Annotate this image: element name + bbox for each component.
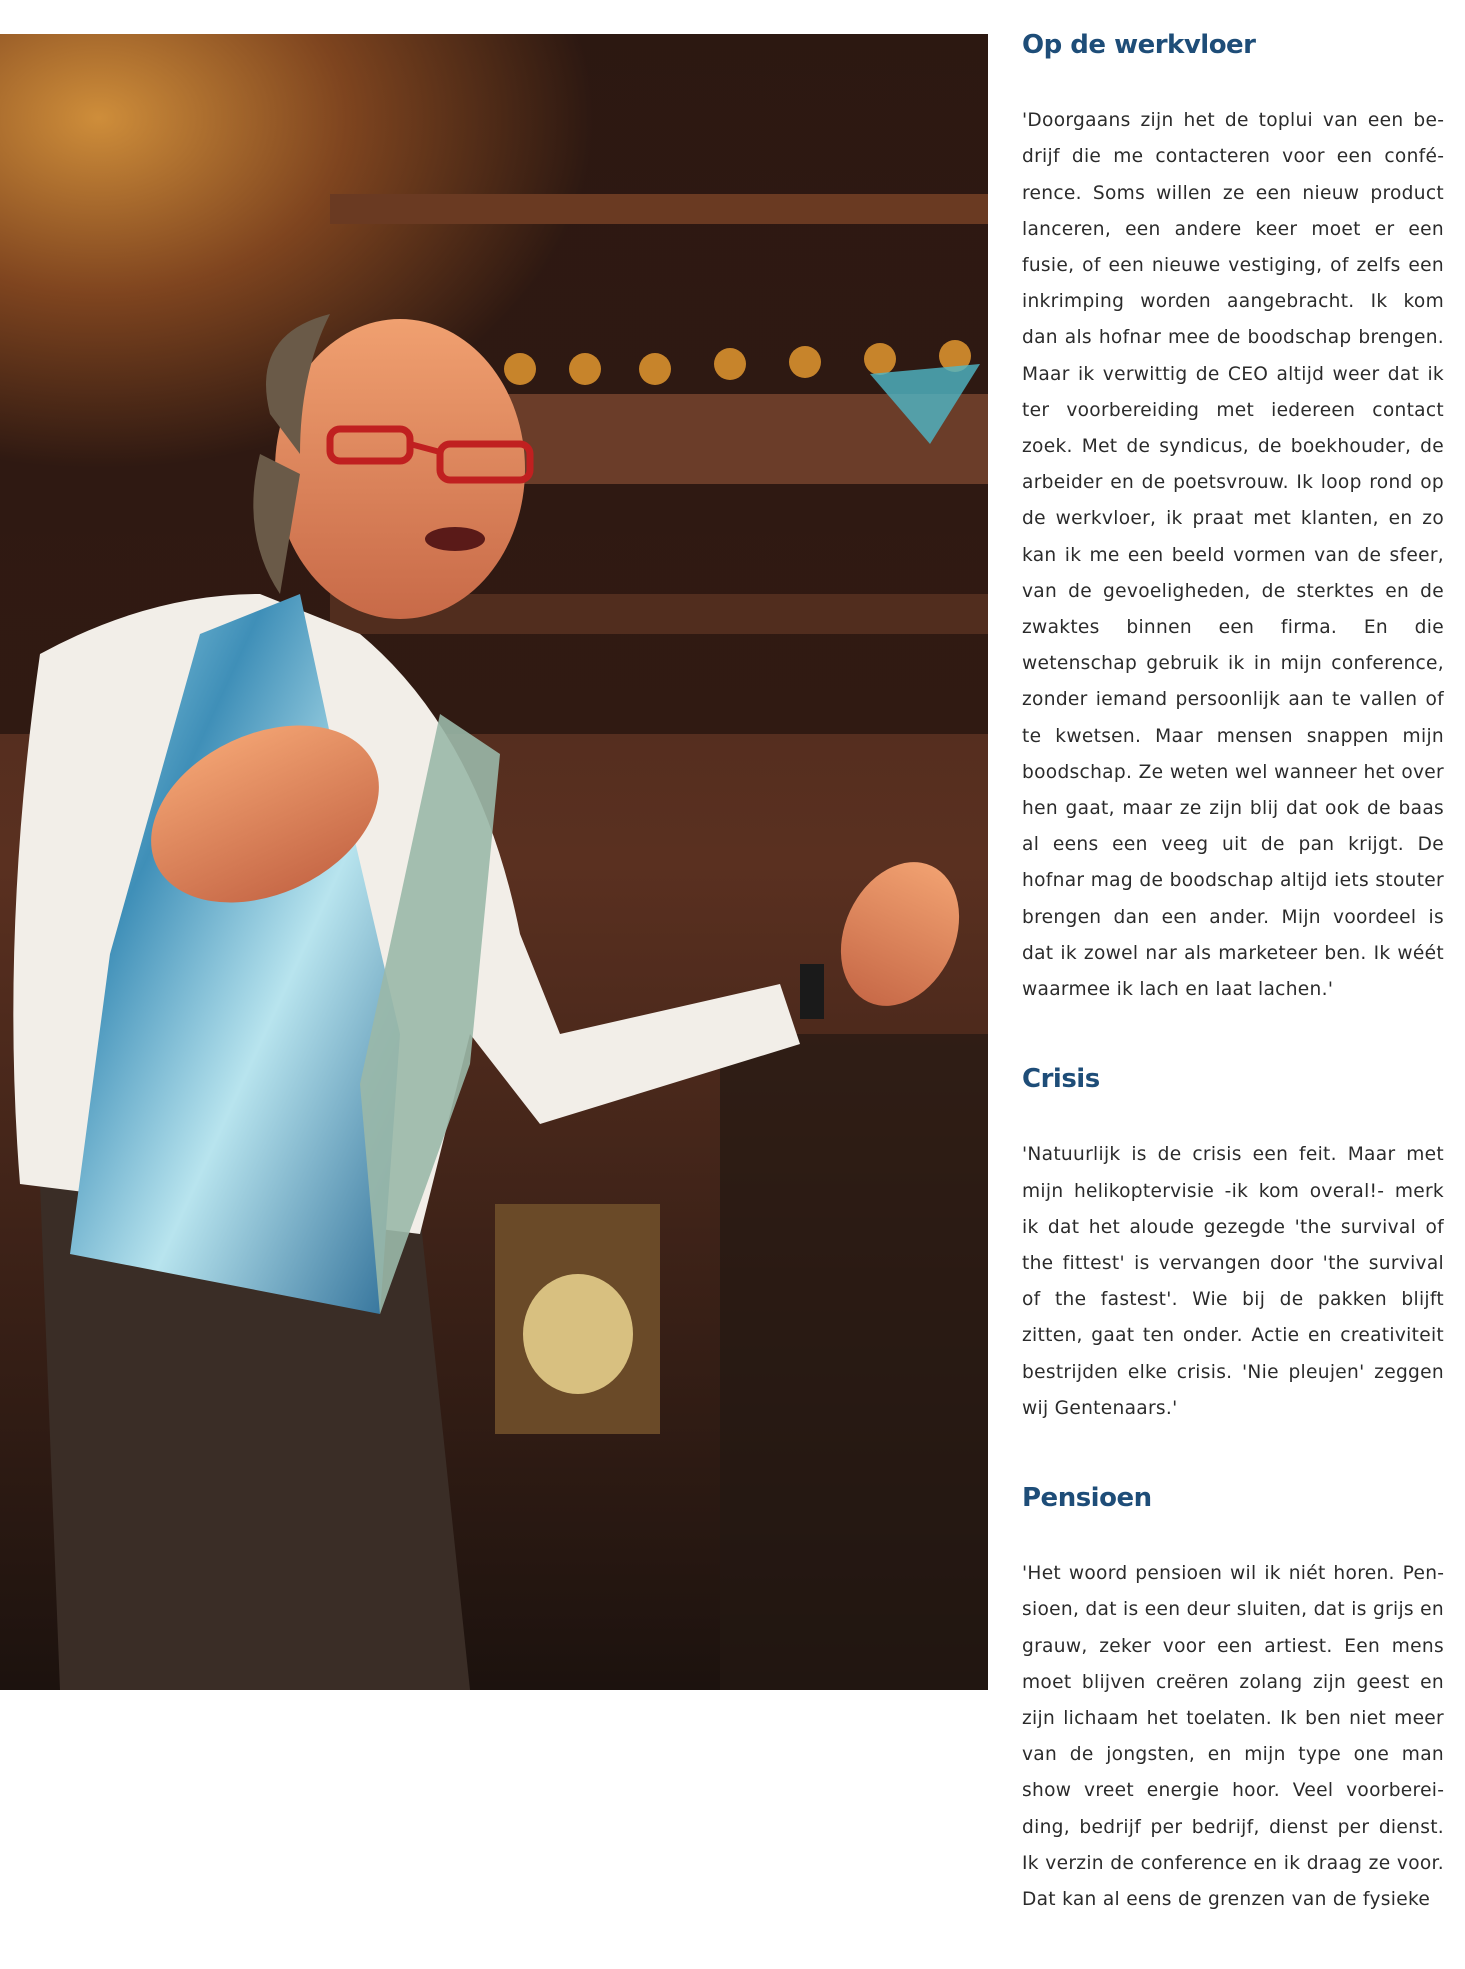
section-heading: Crisis: [1022, 1064, 1100, 1095]
stage-photo: [0, 34, 988, 1690]
section-heading: Pensioen: [1022, 1483, 1152, 1514]
section-crisis: [1022, 1064, 1444, 1427]
article-column: [1022, 30, 1444, 1918]
section-body: 'Natuurlijk is de crisis een feit. Maar met mijn helikoptervisie -ik kom overal!- merk ik dat het aloude gezegde 'the survival of the fittest' is vervangen door 'the survival of the fastest'. Wie bij de pakken blijft zitten, gaat ten onder. Actie en creativiteit bestrijden elke crisis. 'Nie pleujen' zeggen wij Gentenaars.': [1022, 1144, 1444, 1419]
section-pensioen: [1022, 1483, 1444, 1918]
section-heading: Op de werkvloer: [1022, 30, 1256, 60]
section-body: 'Het woord pensioen wil ik niét horen. Pensioen, dat is een deur sluiten, dat is grijs en grauw, zeker voor een artiest. Een mens moet blijven creëren zolang zijn geest en zijn lichaam het toelaten. Ik ben niet meer van de jongsten, en mijn type one man show vreet energie hoor. Veel voorbereiding, bedrijf per bedrijf, dienst per dienst. Ik verzin de conference en ik draag ze voor. Dat kan al eens de grenzen van de fysieke: [1022, 1563, 1444, 1911]
section-body: 'Doorgaans zijn het de toplui van een bedrijf die me contacteren voor een conférence. Soms willen ze een nieuw product lanceren, een andere keer moet er een fusie, of een nieuwe vestiging, of zelfs een inkrimping worden aangebracht. Ik kom dan als hofnar mee de boodschap brengen. Maar ik verwittig de CEO altijd weer dat ik ter voorbereiding met iedereen contact zoek. Met de syndicus, de boekhouder, de arbeider en de poetsvrouw. Ik loop rond op de werkvloer, ik praat met klanten, en zo kan ik me een beeld vormen van de sfeer, van de gevoeligheden, de sterktes en de zwaktes binnen een firma. En die wetenschap gebruik ik in mijn conference, zonder iemand persoonlijk aan te vallen of te kwetsen. Maar mensen snappen mijn boodschap. Ze weten wel wanneer het over hen gaat, maar ze zijn blij dat ook de baas al eens een veeg uit de pan krijgt. De hofnar mag de boodschap altijd iets stouter brengen dan een ander. Mijn voordeel is dat ik zowel nar als marketeer ben. Ik wéét waarmee ik lach en laat lachen.': [1022, 110, 1444, 1001]
section-op-de-werkvloer: [1022, 30, 1444, 1008]
stage-photo-illustration: [0, 34, 988, 1690]
